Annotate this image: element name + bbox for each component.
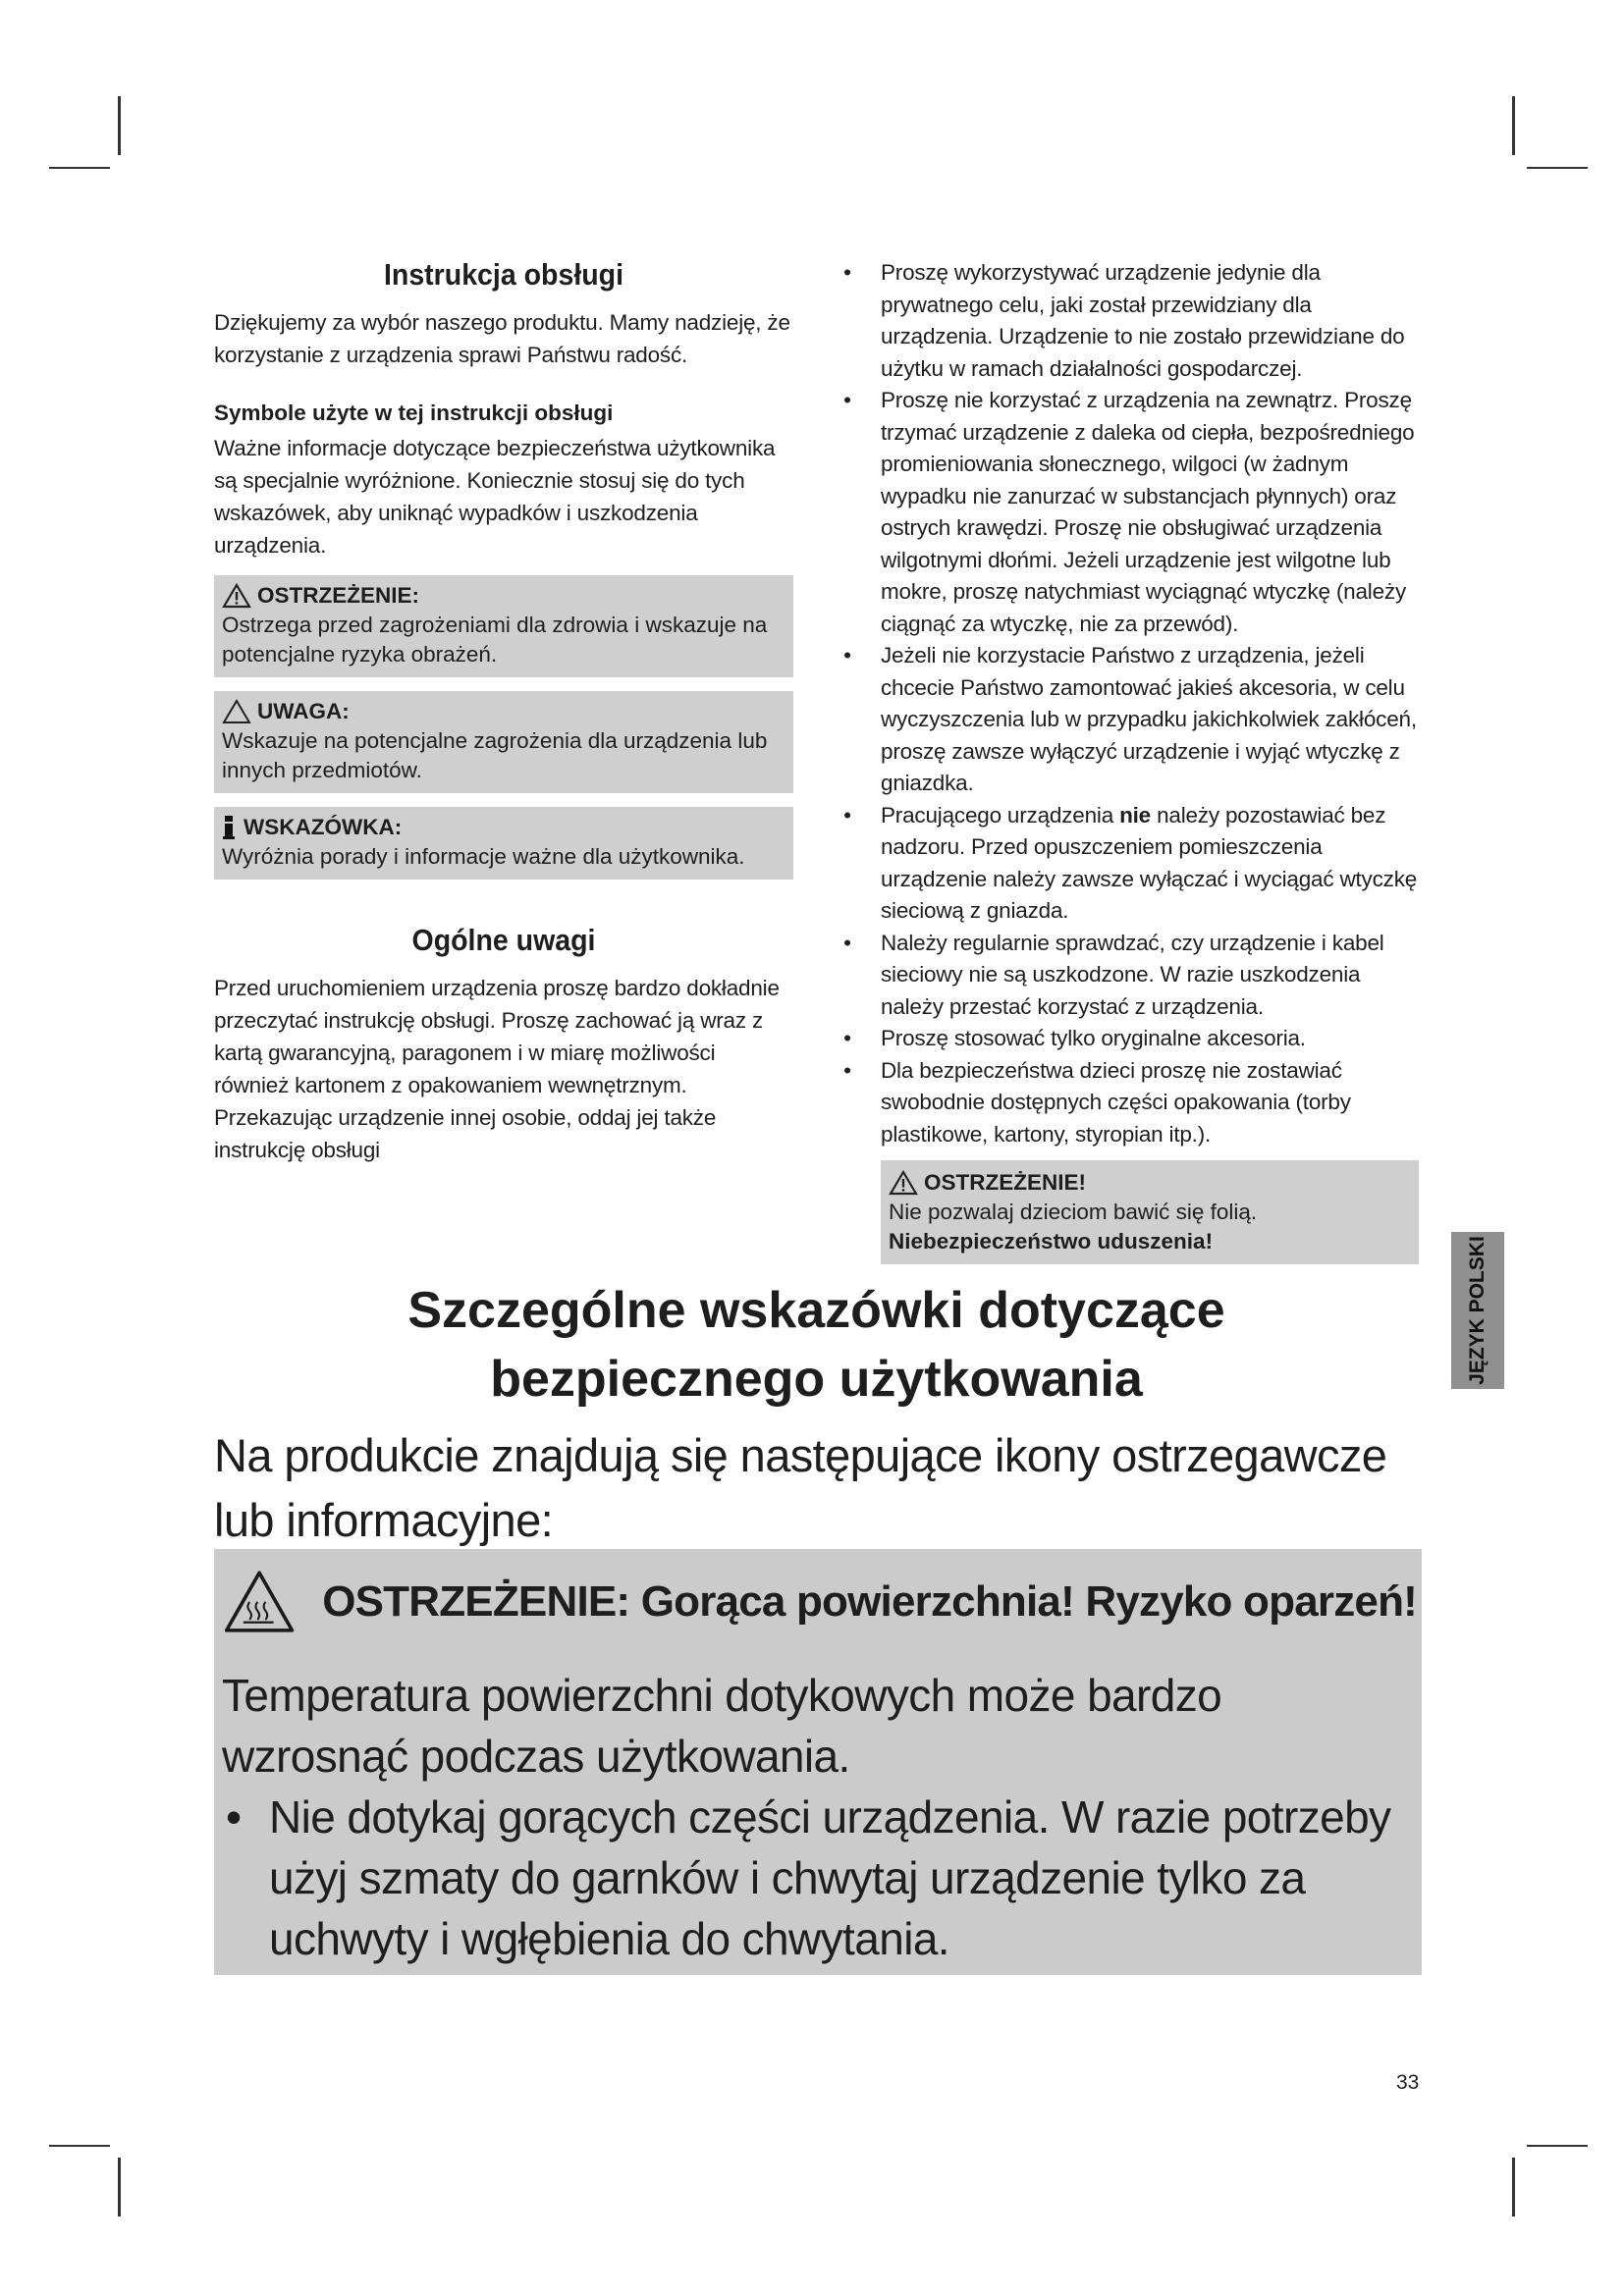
list-item: • Pracującego urządzenia nie należy pozostawiać bez nadzoru. Przed opuszczeniem pomieszczenia urządzenie należy zawsze wyłączać i wyciągać wtyczkę sieciową z gniazda. (843, 802, 1418, 923)
crop-mark (118, 96, 121, 155)
hint-title: WSKAZÓWKA: (244, 815, 403, 839)
hot-surface-warning (214, 1549, 1422, 1975)
child-warning-text: Nie pozwalaj dzieciom bawić się folią. (889, 1200, 1258, 1224)
child-warning-note (881, 1160, 1419, 1264)
list-item: • Proszę stosować tylko oryginalne akcesoria. (843, 1026, 1306, 1050)
intro-text: Dziękujemy za wybór naszego produktu. Mamy nadzieję, że korzystanie z urządzenia sprawi Państwu radość. (214, 310, 790, 367)
caution-text: Wskazuje na potencjalne zagrożenia dla urządzenia lub innych przedmiotów. (222, 728, 768, 782)
section-title: Instrukcja obsługi (383, 257, 624, 292)
list-item: • Proszę nie korzystać z urządzenia na zewnątrz. Proszę trzymać urządzenie z daleka od ciepła, bezpośredniego promieniowania słonecznego, wilgoci (w żadnym wypadku nie zanurzać w substancjach płynnych) oraz ostrych krawędzi. Proszę nie obsługiwać urządzenia wilgotnymi dłońmi. Jeżeli urządzenie jest wilgotne lub mokre, proszę natychmiast wyciągnąć wtyczkę (należy ciągnąć za wtyczkę, nie za przewód). (843, 388, 1415, 636)
list-item: • Dla bezpieczeństwa dzieci proszę nie zostawiać swobodnie dostępnych części opakowania (torby plastikowe, kartony, styropian itp.). (843, 1057, 1351, 1147)
warning-note (214, 575, 793, 677)
special-title: Szczególne wskazówki dotyczące bezpiecznego użytkowania (407, 1282, 1225, 1408)
hint-text: Wyróżnia porady i informacje ważne dla użytkownika. (222, 844, 745, 869)
crop-mark (49, 2145, 110, 2147)
list-item: • Proszę wykorzystywać urządzenie jedynie dla prywatnego celu, jaki został przewidziany dla urządzenia. Urządzenie to nie zostało przewidziane do użytku w ramach działalności gospodarczej. (843, 260, 1405, 381)
list-item: • Jeżeli nie korzystacie Państwo z urządzenia, jeżeli chcecie Państwo zamontować jakieś akcesoria, w celu wyczyszczenia lub w przypadku jakichkolwiek zakłóceń, proszę zawsze wyłączyć urządzenie i wyjąć wtyczkę z gniazdka. (843, 643, 1417, 795)
warning-triangle-icon (889, 1170, 918, 1196)
language-tab (1451, 1232, 1504, 1389)
general-text: Przed uruchomieniem urządzenia proszę bardzo dokładnie przeczytać instrukcję obsługi. Proszę zachować ją wraz z kartą gwarancyjną, paragonem i w miarę możliwości również kartonem z opakowaniem wewnętrznym. Przekazując urządzenie innej osobie, oddaj jej także instrukcję obsługi (214, 976, 780, 1162)
page-number: 33 (1396, 2071, 1420, 2094)
crop-mark (1512, 2158, 1515, 2216)
caution-note (214, 691, 793, 793)
crop-mark (118, 2158, 121, 2216)
symbols-text: Ważne informacje dotyczące bezpieczeństwa użytkownika są specjalnie wyróżnione. Koniecznie stosuj się do tych wskazówek, aby uniknąć wypadków i uszkodzenia urządzenia. (214, 436, 776, 558)
crop-mark (1512, 96, 1515, 155)
hot-surface-icon (224, 1567, 295, 1637)
child-warning-bold: Niebezpieczeństwo uduszenia! (889, 1229, 1214, 1254)
hot-surface-text: Temperatura powierzchni dotykowych może bardzo wzrosnąć podczas użytkowania. (222, 1670, 1222, 1782)
list-item: • Nie dotykaj gorących części urządzenia. W razie potrzeby użyj szmaty do garnków i chwytaj urządzenie tylko za uchwyty i wgłębienia do chwytania. (226, 1791, 1391, 1964)
general-title: Ogólne uwagi (411, 923, 596, 957)
warning-triangle-icon (222, 583, 251, 609)
hot-surface-title: OSTRZEŻENIE: Gorąca powierzchnia! Ryzyko oparzeń! (322, 1577, 1417, 1626)
hot-surface-list (222, 1787, 1410, 1969)
language-tab-label: JĘZYK POLSKI (1466, 1236, 1489, 1385)
caution-triangle-icon (222, 699, 251, 724)
hint-note (214, 807, 793, 880)
list-item: • Należy regularnie sprawdzać, czy urządzenie i kabel sieciowy nie są uszkodzone. W razie uszkodzenia należy przestać korzystać z urządzenia. (843, 930, 1384, 1019)
right-column (838, 257, 1419, 1264)
child-warning-title: OSTRZEŻENIE! (924, 1170, 1087, 1195)
caution-title: UWAGA: (257, 699, 350, 723)
special-intro: Na produkcie znajdują się następujące ikony ostrzegawcze lub informacyjne: (214, 1429, 1387, 1546)
symbols-heading: Symbole użyte w tej instrukcji obsługi (214, 400, 614, 425)
safety-list (838, 257, 1419, 1150)
crop-mark (1527, 167, 1588, 169)
warning-text: Ostrzega przed zagrożeniami dla zdrowia i wskazuje na potencjalne ryzyka obrażeń. (222, 613, 768, 667)
left-column (214, 257, 793, 1166)
crop-mark (49, 167, 110, 169)
crop-mark (1527, 2145, 1588, 2147)
info-icon (222, 815, 238, 840)
warning-title: OSTRZEŻENIE: (257, 583, 420, 608)
